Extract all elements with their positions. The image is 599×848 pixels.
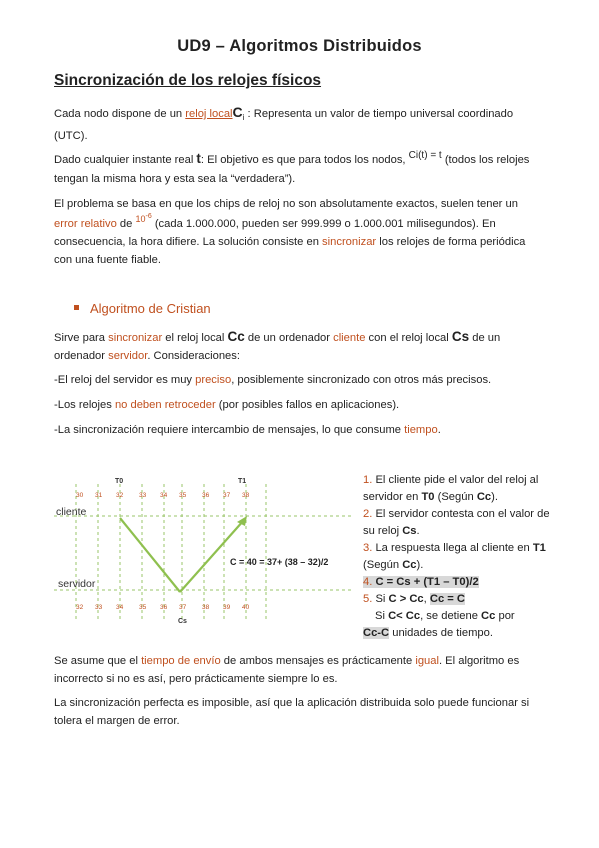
section-heading: Sincronización de los relojes físicos — [54, 72, 322, 89]
step-1: 1. El cliente pide el valor del reloj al servidor en T0 (Según Cc). — [363, 474, 539, 503]
top-tick-label: 38 — [242, 492, 250, 499]
diagram-formula: C = 40 = 37+ (38 – 32)/2 — [230, 557, 329, 567]
page-title: UD9 – Algoritmos Distribuidos — [177, 37, 422, 55]
paragraph-assumption: Se asume que el tiempo de envío de ambos mensajes es prácticamente igual. El algoritmo es incorrecto si no es así, pero prácticamente siempre lo es. — [54, 655, 520, 685]
paragraph-problem: El problema se basa en que los chips de reloj no son absolutamente exactos, suelen tener un error relativo de $^{10^{-6}}$ (cada 1.000.000, pueden ser 999.999 o 1.000.001 milisegundos). En consecuencia, la hora difiere. La solución consiste en sincronizar los relojes de forma periódica con una fuente fiable. — [54, 198, 526, 266]
response-arrow-line — [180, 520, 244, 592]
bottom-tick-label: 40 — [242, 604, 250, 611]
request-arrow-line — [120, 518, 180, 592]
t1-label: T1 — [238, 478, 247, 485]
cliente-label: cliente — [56, 506, 87, 518]
consideration-3: -La sincronización requiere intercambio de mensajes, lo que consume tiempo. — [54, 424, 441, 436]
paragraph-conclusion: La sincronización perfecta es imposible, así que la aplicación distribuida solo puede funcionar si tolera el margen de error. — [54, 697, 530, 727]
step-2: 2. El servidor contesta con el valor de su reloj Cs. — [363, 508, 550, 537]
bottom-tick-label: 33 — [95, 604, 103, 611]
bullet-algoritmo-cristian: Algoritmo de Cristian — [74, 301, 211, 316]
top-tick-label: 37 — [223, 492, 231, 499]
top-tick-label: 33 — [139, 492, 147, 499]
paragraph-cristian: Sirve para sincronizar el reloj local Cc de un ordenador cliente con el reloj local Cs de un ordenador servidor. Consideraciones: — [54, 329, 501, 362]
bottom-tick-label: 38 — [202, 604, 210, 611]
top-tick-label: 35 — [179, 492, 187, 499]
servidor-label: servidor — [58, 578, 96, 590]
t0-label: T0 — [115, 478, 124, 485]
step-5: 5. Si C > Cc, Cc = C — [363, 593, 466, 605]
bottom-tick-label: 36 — [160, 604, 168, 611]
bullet-square-icon — [74, 305, 79, 310]
cs-label: Cs — [178, 618, 187, 625]
arrowhead-icon — [237, 516, 247, 526]
paragraph-local-clock: Cada nodo dispone de un reloj localC$_i$ : Representa un valor de tiempo universal coordinado (UTC). — [54, 104, 514, 143]
top-tick-label: 36 — [202, 492, 210, 499]
bottom-tick-label: 32 — [76, 604, 84, 611]
bottom-tick-label: 39 — [223, 604, 231, 611]
top-tick-label: 32 — [116, 492, 124, 499]
bottom-tick-label: 34 — [116, 604, 124, 611]
consideration-1: -El reloj del servidor es muy preciso, posiblemente sincronizado con otros más precisos. — [54, 374, 492, 386]
cristian-diagram — [54, 474, 354, 630]
step-3: 3. La respuesta llega al cliente en T1 (Según Cc). — [363, 542, 546, 571]
bottom-tick-label: 37 — [179, 604, 187, 611]
top-tick-label: 34 — [160, 492, 168, 499]
step-4: 4. C = Cs + (T1 – T0)/2 — [363, 576, 479, 588]
link-reloj-local[interactable]: reloj local — [185, 108, 233, 120]
paragraph-objective: Dado cualquier instante real t: El objetivo es que para todos los nodos, Ci(t) = t (todos los relojes tengan la misma hora y esta sea la “verdadera”). — [54, 150, 530, 185]
top-tick-label: 31 — [95, 492, 103, 499]
bottom-tick-label: 35 — [139, 604, 147, 611]
consideration-2: -Los relojes no deben retroceder (por posibles fallos en aplicaciones). — [54, 399, 400, 411]
steps-list — [363, 472, 553, 642]
step-5-units: Cc-C unidades de tiempo. — [363, 627, 493, 639]
step-5-else: Si C< Cc, se detiene Cc por — [375, 610, 515, 622]
top-tick-label: 30 — [76, 492, 84, 499]
